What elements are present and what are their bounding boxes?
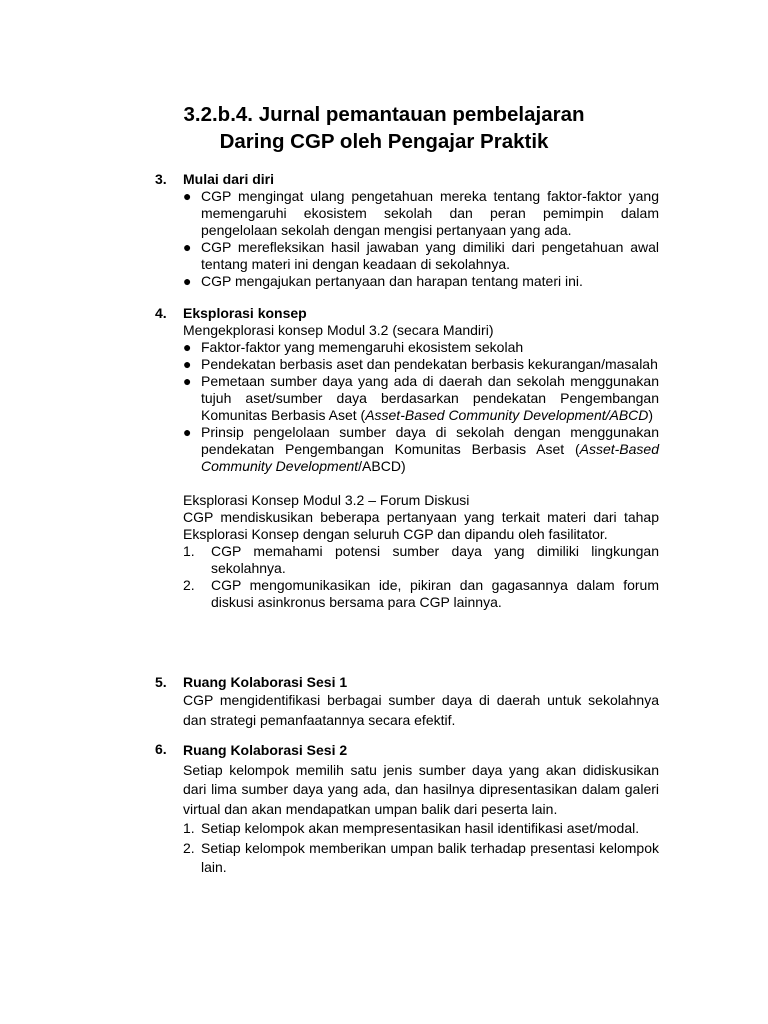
list-item: ● Prinsip pengelolaan sumber daya di sekolah dengan menggunakan pendekatan Pengembangan Komunitas Berbasis Aset (Asset-Based Community Development/ABCD) bbox=[183, 424, 659, 474]
list-item: ● Pemetaan sumber daya yang ada di daerah dan sekolah menggunakan tujuh aset/sumber daya berdasarkan pendekatan Pengembangan Komunitas Berbasis Aset (Asset-Based Community Development/ABCD) bbox=[183, 373, 659, 423]
section-number: 4. bbox=[155, 305, 167, 321]
section-intro: Mengekplorasi konsep Modul 3.2 (secara Mandiri) bbox=[183, 322, 494, 338]
section-ruang-kolaborasi-1 bbox=[155, 674, 659, 730]
section-number: 5. bbox=[155, 674, 167, 690]
section-heading: Eksplorasi konsep bbox=[183, 305, 307, 321]
bullet-icon: ● bbox=[183, 188, 192, 204]
list-item: ● CGP mengajukan pertanyaan dan harapan tentang materi ini. bbox=[183, 273, 583, 289]
section-heading: Ruang Kolaborasi Sesi 1 bbox=[183, 674, 348, 690]
section-heading: Mulai dari diri bbox=[183, 171, 275, 187]
list-item: ● Faktor-faktor yang memengaruhi ekosistem sekolah bbox=[183, 339, 524, 355]
forum-title: Eksplorasi Konsep Modul 3.2 – Forum Diskusi bbox=[183, 492, 470, 508]
bullet-icon: ● bbox=[183, 339, 192, 355]
numbered-list bbox=[183, 819, 659, 878]
title-line-1: 3.2.b.4. Jurnal pemantauan pembelajaran bbox=[183, 103, 585, 126]
list-item: 1. CGP memahami potensi sumber daya yang dimiliki lingkungan sekolahnya. bbox=[183, 543, 659, 576]
section-heading: Ruang Kolaborasi Sesi 2 bbox=[183, 742, 348, 758]
section-number: 6. bbox=[155, 741, 167, 757]
section-mulai-dari-diri bbox=[155, 171, 659, 290]
section-eksplorasi-konsep bbox=[155, 305, 659, 611]
list-item: 2. Setiap kelompok memberikan umpan balik terhadap presentasi kelompok lain. bbox=[183, 839, 659, 875]
section-ruang-kolaborasi-2 bbox=[155, 741, 659, 878]
bullet-list bbox=[183, 339, 659, 475]
list-item: ● CGP mengingat ulang pengetahuan mereka tentang faktor-faktor yang memengaruhi ekosistem sekolah dan peran pemimpin dalam pengelolaan sekolah dengan mengisi pertanyaan yang ada. bbox=[183, 188, 659, 238]
list-item: 1. Setiap kelompok akan mempresentasikan hasil identifikasi aset/modal. bbox=[183, 820, 640, 836]
document-title bbox=[110, 101, 658, 155]
list-item: ● CGP merefleksikan hasil jawaban yang dimiliki dari pengetahuan awal tentang materi ini dengan keadaan di sekolahnya. bbox=[183, 239, 659, 272]
bullet-icon: ● bbox=[183, 273, 192, 289]
numbered-list bbox=[183, 543, 659, 611]
section-text: Setiap kelompok memilih satu jenis sumber daya yang akan didiskusikan dari lima sumber daya yang ada, dan hasilnya dipresentasikan dalam galeri virtual dan akan mendapatkan umpan balik dari peserta lain. bbox=[183, 761, 659, 817]
list-item: 2. CGP mengomunikasikan ide, pikiran dan gagasannya dalam forum diskusi asinkronus bersama para CGP lainnya. bbox=[183, 577, 659, 610]
section-number: 3. bbox=[155, 171, 167, 187]
title-line-2: Daring CGP oleh Pengajar Praktik bbox=[219, 130, 549, 153]
bullet-icon: ● bbox=[183, 424, 192, 440]
list-item: ● Pendekatan berbasis aset dan pendekatan berbasis kekurangan/masalah bbox=[183, 356, 658, 372]
bullet-icon: ● bbox=[183, 239, 192, 255]
section-text: CGP mengidentifikasi berbagai sumber daya di daerah untuk sekolahnya dan strategi pemanfaatannya secara efektif. bbox=[183, 692, 659, 728]
bullet-icon: ● bbox=[183, 373, 192, 389]
forum-text: CGP mendiskusikan beberapa pertanyaan yang terkait materi dari tahap Eksplorasi Konsep dengan seluruh CGP dan dipandu oleh fasilitator. bbox=[183, 509, 659, 542]
bullet-icon: ● bbox=[183, 356, 192, 372]
bullet-list bbox=[183, 188, 659, 290]
